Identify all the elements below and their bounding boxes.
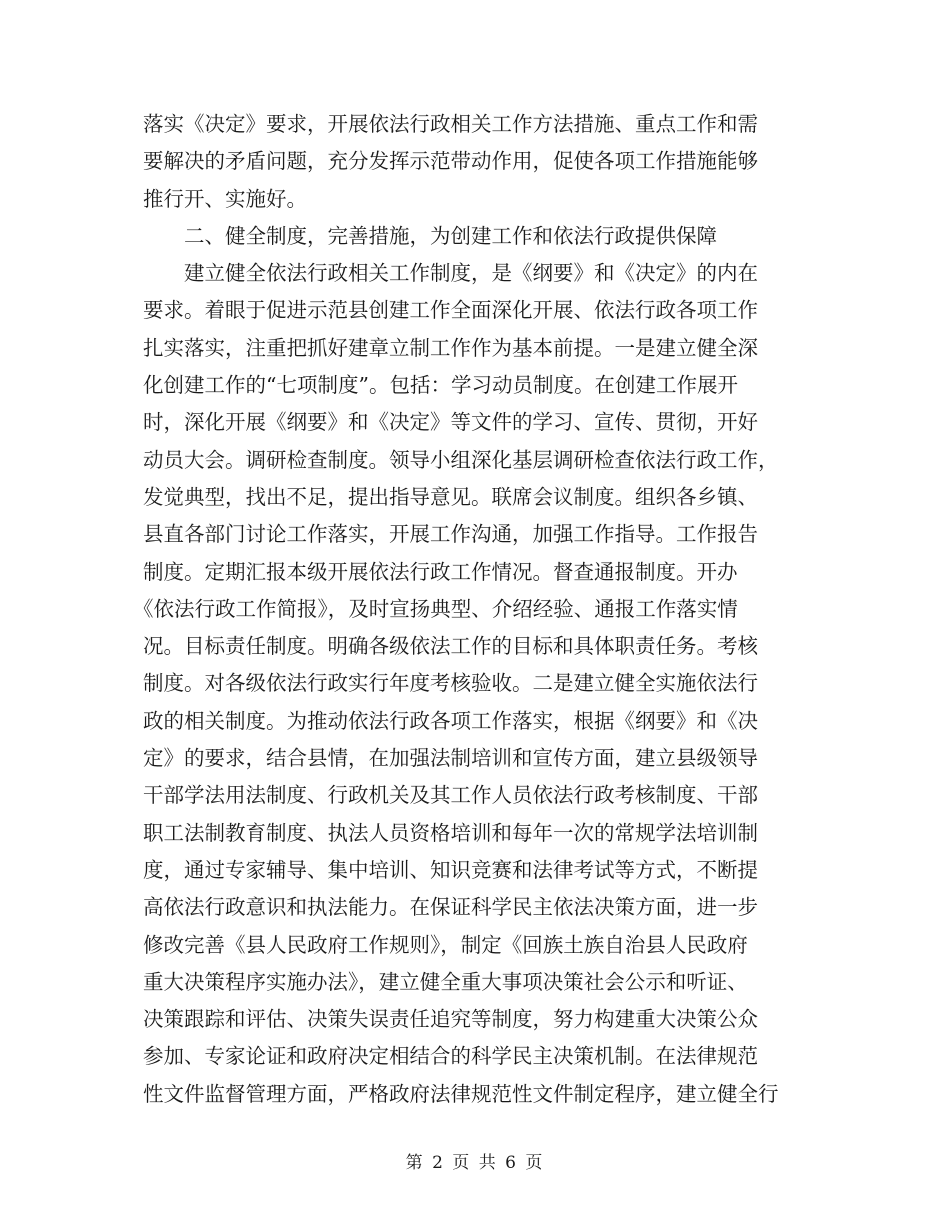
page-number-footer: 第 2 页 共 6 页 xyxy=(405,1153,545,1173)
text-line: 要解决的矛盾问题，充分发挥示范带动作用，促使各项工作措施能够 xyxy=(143,149,758,174)
text-line: 干部学法用法制度、行政机关及其工作人员依法行政考核制度、干部 xyxy=(143,783,758,808)
text-line: 化创建工作的“七项制度”。包括：学习动员制度。在创建工作展开 xyxy=(143,373,738,398)
text-line: 落实《决定》要求，开展依法行政相关工作方法措施、重点工作和需 xyxy=(143,112,758,136)
text-line: 定》的要求，结合县情，在加强法制培训和宣传方面，建立县级领导 xyxy=(143,746,758,771)
text-line: 制度。对各级依法行政实行年度考核验收。二是建立健全实施依法行 xyxy=(143,671,758,696)
text-line: 决策跟踪和评估、决策失误责任追究等制度，努力构建重大决策公众 xyxy=(143,1007,758,1032)
text-line: 职工法制教育制度、执法人员资格培训和每年一次的常规学法培训制 xyxy=(143,820,758,845)
text-line: 度，通过专家辅导、集中培训、知识竞赛和法律考试等方式，不断提 xyxy=(143,857,758,882)
text-line: 性文件监督管理方面，严格政府法律规范性文件制定程序，建立健全行 xyxy=(143,1081,779,1106)
text-line: 动员大会。调研检查制度。领导小组深化基层调研检查依法行政工作， xyxy=(143,447,779,472)
text-line: 时，深化开展《纲要》和《决定》等文件的学习、宣传、贯彻，开好 xyxy=(143,410,758,435)
text-line: 县直各部门讨论工作落实，开展工作沟通，加强工作指导。工作报告 xyxy=(143,522,758,547)
text-line: 参加、专家论证和政府决定相结合的科学民主决策机制。在法律规范 xyxy=(143,1044,758,1069)
text-line: 《依法行政工作简报》，及时宣扬典型、介绍经验、通报工作落实情 xyxy=(133,596,738,621)
text-line: 推行开、实施好。 xyxy=(143,186,307,211)
text-line: 扎实落实，注重把抓好建章立制工作作为基本前提。一是建立健全深 xyxy=(143,335,758,360)
text-line: 要求。着眼于促进示范县创建工作全面深化开展、依法行政各项工作 xyxy=(143,298,758,323)
section-heading: 二、健全制度，完善措施，为创建工作和依法行政提供保障 xyxy=(184,223,717,248)
text-line: 政的相关制度。为推动依法行政各项工作落实，根据《纲要》和《决 xyxy=(143,708,758,733)
text-line: 制度。定期汇报本级开展依法行政工作情况。督查通报制度。开办 xyxy=(143,559,738,584)
text-line: 发觉典型，找出不足，提出指导意见。联席会议制度。组织各乡镇、 xyxy=(143,484,758,509)
paragraph-first-line: 建立健全依法行政相关工作制度，是《纲要》和《决定》的内在 xyxy=(184,261,758,286)
text-line: 况。目标责任制度。明确各级依法工作的目标和具体职责任务。考核 xyxy=(143,634,758,659)
text-line: 高依法行政意识和执法能力。在保证科学民主依法决策方面，进一步 xyxy=(143,895,758,920)
text-line: 重大决策程序实施办法》，建立健全重大事项决策社会公示和听证、 xyxy=(143,969,748,994)
text-line: 修改完善《县人民政府工作规则》，制定《回族土族自治县人民政府 xyxy=(143,932,748,957)
document-body xyxy=(133,106,803,1113)
